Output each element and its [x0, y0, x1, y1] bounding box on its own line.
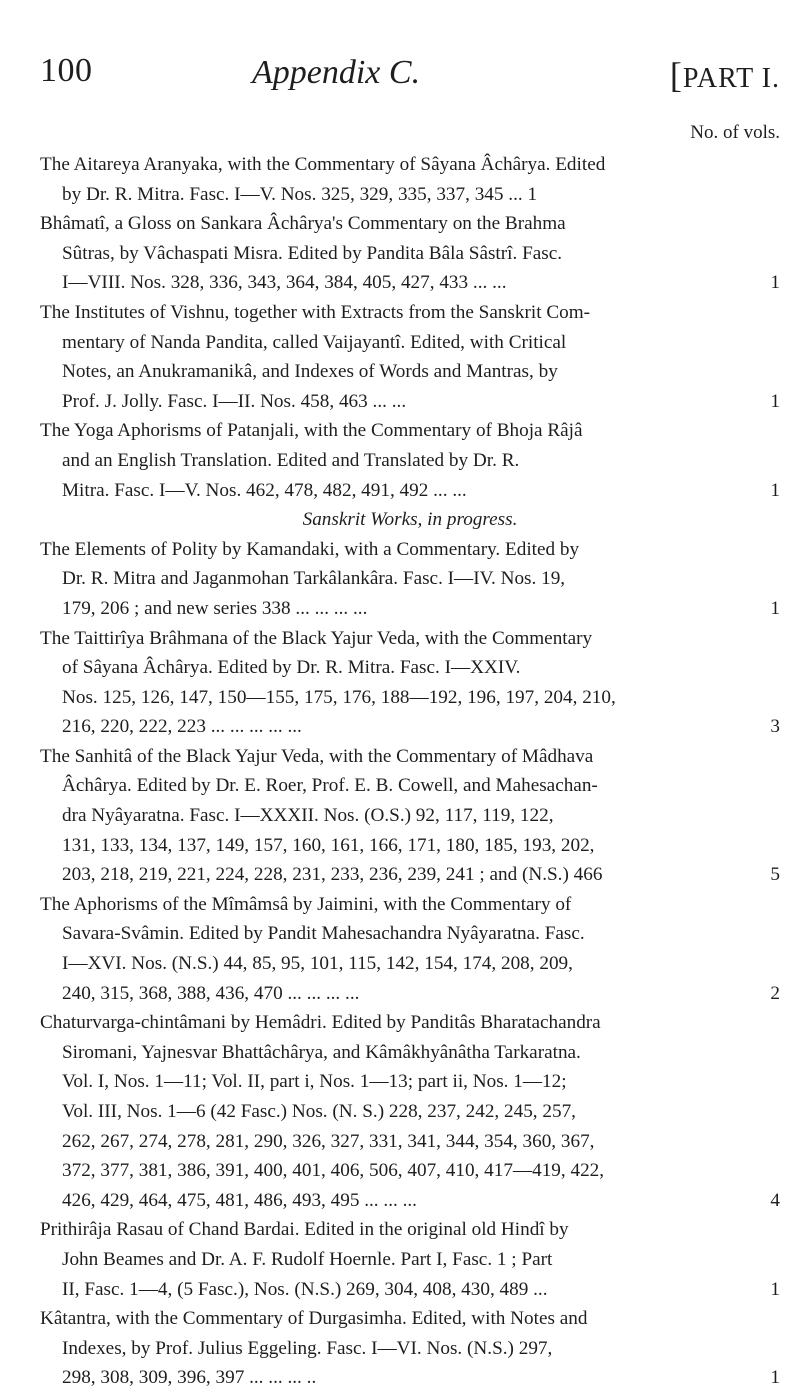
volume-count: 1 [770, 479, 780, 501]
volume-count: 1 [770, 272, 780, 294]
entry-line: 179, 206 ; and new series 338 ... ... ... ... [62, 597, 368, 619]
entry-line: Savara-Svâmin. Edited by Pandit Mahesachandra Nyâyaratna. Fasc. [62, 923, 585, 945]
entry-line: Prof. J. Jolly. Fasc. I—II. Nos. 458, 463 ... ... [62, 390, 407, 412]
entry-line: 298, 308, 309, 396, 397 ... ... ... .. [62, 1367, 317, 1389]
entry-line: Prithirâja Rasau of Chand Bardai. Edited in the original old Hindî by [40, 1219, 569, 1241]
running-title: Appendix C. [252, 54, 421, 91]
entry-line: Âchârya. Edited by Dr. E. Roer, Prof. E. B. Cowell, and Mahesachan- [62, 775, 598, 797]
entry-line: The Yoga Aphorisms of Patanjali, with the Commentary of Bhoja Râjâ [40, 420, 583, 442]
entry-line: 372, 377, 381, 386, 391, 400, 401, 406, 506, 407, 410, 417—419, 422, [62, 1160, 605, 1182]
entry-line: II, Fasc. 1—4, (5 Fasc.), Nos. (N.S.) 269, 304, 408, 430, 489 ... [62, 1278, 548, 1300]
entry-line: Nos. 125, 126, 147, 150—155, 175, 176, 188—192, 196, 197, 204, 210, [62, 686, 616, 708]
entry-line: The Aphorisms of the Mîmâmsâ by Jaimini, with the Commentary of [40, 893, 572, 915]
volume-count: 1 [770, 390, 780, 412]
catalogue-entry [40, 1215, 780, 1304]
volume-count: 4 [770, 1189, 780, 1211]
entry-line: Indexes, by Prof. Julius Eggeling. Fasc. I—VI. Nos. (N.S.) 297, [62, 1337, 553, 1359]
entry-line: Sûtras, by Vâchaspati Misra. Edited by Pandita Bâla Sâstrî. Fasc. [62, 242, 563, 264]
volume-count: 1 [770, 597, 780, 619]
catalogue-entry [40, 416, 780, 505]
entry-line: Kâtantra, with the Commentary of Durgasimha. Edited, with Notes and [40, 1308, 588, 1330]
entry-line: 203, 218, 219, 221, 224, 228, 231, 233, 236, 239, 241 ; and (N.S.) 466 [62, 864, 603, 886]
entry-line: I—VIII. Nos. 328, 336, 343, 364, 384, 405, 427, 433 ... ... [62, 272, 507, 294]
entry-line: and an English Translation. Edited and Translated by Dr. R. [62, 449, 520, 471]
entry-line: Bhâmatî, a Gloss on Sankara Âchârya's Commentary on the Brahma [40, 213, 566, 235]
entry-line: Notes, an Anukramanikâ, and Indexes of Words and Mantras, by [62, 361, 558, 383]
volume-count: 3 [770, 716, 780, 738]
entry-line: Vol. III, Nos. 1—6 (42 Fasc.) Nos. (N. S.) 228, 237, 242, 245, 257, [62, 1101, 576, 1122]
volume-count: 2 [770, 982, 780, 1004]
entry-line: Dr. R. Mitra and Jaganmohan Tarkâlankâra. Fasc. I—IV. Nos. 19, [62, 568, 566, 590]
catalogue-entry [40, 209, 780, 298]
entry-line: Siromani, Yajnesvar Bhattâchârya, and Kâmâkhyânâtha Tarkaratna. [62, 1041, 581, 1063]
part-label-text: PART I. [682, 63, 780, 94]
entry-line: 216, 220, 222, 223 ... ... ... ... ... [62, 716, 302, 738]
part-label [670, 54, 780, 96]
volume-count: 5 [770, 864, 780, 886]
catalogue-entry [40, 1008, 780, 1215]
entry-line: dra Nyâyaratna. Fasc. I—XXXII. Nos. (O.S.) 92, 117, 119, 122, [62, 805, 554, 827]
entry-line: John Beames and Dr. A. F. Rudolf Hoernle. Part I, Fasc. 1 ; Part [62, 1248, 553, 1270]
catalogue-entry [40, 1304, 780, 1393]
entries-list [40, 150, 780, 1393]
catalogue-entry [40, 890, 780, 1008]
column-header: No. of vols. [690, 122, 780, 143]
published-works [40, 150, 780, 505]
catalogue-entry [40, 742, 780, 890]
entry-line: Mitra. Fasc. I—V. Nos. 462, 478, 482, 491, 492 ... ... [62, 479, 467, 501]
volume-count: 1 [770, 1367, 780, 1389]
entry-line: Chaturvarga-chintâmani by Hemâdri. Edited by Panditâs Bharatachandra [40, 1012, 601, 1034]
entry-line: Vol. I, Nos. 1—11; Vol. II, part i, Nos. 1—13; part ii, Nos. 1—12; [62, 1071, 567, 1093]
entry-line: of Sâyana Âchârya. Edited by Dr. R. Mitra. Fasc. I—XXIV. [62, 657, 521, 679]
entry-line: The Institutes of Vishnu, together with Extracts from the Sanskrit Com- [40, 301, 591, 323]
entry-line: The Elements of Polity by Kamandaki, with a Commentary. Edited by [40, 538, 580, 560]
catalogue-entry [40, 298, 780, 416]
catalogue-entry [40, 624, 780, 742]
entry-line: 426, 429, 464, 475, 481, 486, 493, 495 ... ... ... [62, 1189, 417, 1211]
catalogue-entry [40, 535, 780, 624]
bracket: [ [669, 55, 683, 95]
volume-count: 1 [770, 1278, 780, 1300]
entry-line: 131, 133, 134, 137, 149, 157, 160, 161, 166, 171, 180, 185, 193, 202, [62, 834, 595, 856]
catalogue-entry [40, 150, 780, 209]
works-in-progress [40, 535, 780, 1393]
entry-line: 262, 267, 274, 278, 281, 290, 326, 327, 331, 341, 344, 354, 360, 367, [62, 1130, 595, 1152]
page-header [40, 52, 780, 112]
page-number: 100 [40, 52, 93, 89]
entry-line: The Taittirîya Brâhmana of the Black Yajur Veda, with the Commentary [40, 627, 593, 649]
section-heading: Sanskrit Works, in progress. [302, 509, 518, 531]
entry-line: 240, 315, 368, 388, 436, 470 ... ... ... ... [62, 982, 360, 1004]
entry-line: The Aitareya Aranyaka, with the Commentary of Sâyana Âchârya. Edited [40, 154, 606, 175]
page [40, 0, 780, 1389]
entry-line: The Sanhitâ of the Black Yajur Veda, with the Commentary of Mâdhava [40, 745, 594, 767]
entry-line: mentary of Nanda Pandita, called Vaijayantî. Edited, with Critical [62, 331, 567, 353]
entry-line: I—XVI. Nos. (N.S.) 44, 85, 95, 101, 115, 142, 154, 174, 208, 209, [62, 953, 573, 975]
entry-line: by Dr. R. Mitra. Fasc. I—V. Nos. 325, 329, 335, 337, 345 ... 1 [62, 183, 538, 205]
